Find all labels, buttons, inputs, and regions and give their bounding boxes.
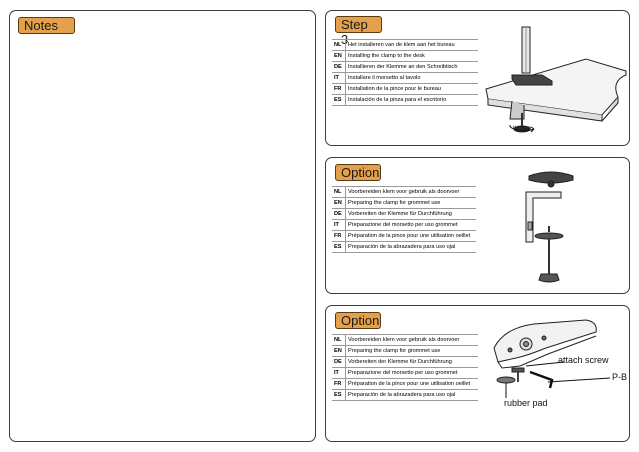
language-row: [332, 95, 478, 106]
language-row: [332, 51, 478, 62]
option2-language-table: [332, 334, 478, 401]
language-text: Preparazione del morsetto per uso grommet: [346, 220, 477, 231]
language-row: [332, 390, 478, 401]
language-code: DE: [332, 209, 346, 220]
language-text: Installation de la pince pour le bureau: [346, 84, 479, 95]
language-text: Préparation de la pince pour une utilisation oeillet: [346, 379, 479, 390]
language-code: FR: [332, 231, 346, 242]
language-text: Preparación de la abrazadera para uso ojal: [346, 242, 477, 253]
attach-screw-label: attach screw: [558, 355, 609, 365]
language-code: NL: [332, 40, 346, 51]
language-text: Voorbereiden klem voor gebruik als doorvoer: [346, 187, 477, 198]
option2-tag: Option: [335, 312, 381, 329]
language-row: [332, 231, 476, 242]
language-code: NL: [332, 335, 346, 346]
language-text: Vorbereiten der Klemme für Durchführung: [346, 209, 477, 220]
language-row: [332, 198, 476, 209]
rubber-pad-shape: [497, 377, 515, 383]
language-code: EN: [332, 51, 346, 62]
language-code: NL: [332, 187, 346, 198]
step3-panel: [325, 10, 630, 146]
option1-tag: Option: [335, 164, 381, 181]
language-row: [332, 379, 478, 390]
language-row: [332, 242, 476, 253]
grommet-knob: [539, 274, 559, 282]
language-code: IT: [332, 368, 346, 379]
language-row: [332, 368, 478, 379]
language-text: Preparación de la abrazadera para uso ojal: [346, 390, 479, 401]
language-code: ES: [332, 242, 346, 253]
language-code: IT: [332, 73, 346, 84]
language-code: EN: [332, 198, 346, 209]
language-text: Instalación de la pinza para el escritorio: [346, 95, 479, 106]
option2-panel: [325, 305, 630, 442]
option1-language-table: [332, 186, 476, 253]
language-text: Voorbereiden klem voor gebruik als doorvoer: [346, 335, 479, 346]
language-code: ES: [332, 95, 346, 106]
grommet-parts-illustration: [511, 166, 591, 291]
language-text: Preparazione del morsetto per uso grommet: [346, 368, 479, 379]
language-row: [332, 40, 478, 51]
language-text: Preparing the clamp for grommet use: [346, 198, 477, 209]
language-code: FR: [332, 379, 346, 390]
language-code: IT: [332, 220, 346, 231]
step3-language-table: [332, 39, 478, 106]
desk-clamp-illustration: [476, 19, 631, 147]
attach-screw: [512, 368, 524, 372]
notes-tag: Notes: [18, 17, 75, 34]
language-row: [332, 84, 478, 95]
language-row: [332, 62, 478, 73]
step3-tag: Step 3: [335, 16, 382, 33]
language-code: ES: [332, 390, 346, 401]
language-row: [332, 357, 478, 368]
language-text: Installieren der Klemme an den Schreibtisch: [346, 62, 479, 73]
language-code: FR: [332, 84, 346, 95]
language-row: [332, 209, 476, 220]
language-row: [332, 346, 478, 357]
grommet-plate: [535, 233, 563, 239]
language-text: Installare il morsetto al tavolo: [346, 73, 479, 84]
language-row: [332, 335, 478, 346]
notes-panel: [9, 10, 316, 442]
language-text: Vorbereiten der Klemme für Durchführung: [346, 357, 479, 368]
pb-label: P-B: [612, 372, 628, 382]
option1-panel: [325, 157, 630, 294]
tighten-label: tighten: [513, 126, 532, 132]
language-code: EN: [332, 346, 346, 357]
language-row: [332, 73, 478, 84]
language-row: [332, 220, 476, 231]
language-code: DE: [332, 62, 346, 73]
hex-key: [530, 372, 552, 388]
language-row: [332, 187, 476, 198]
language-text: Préparation de la pince pour une utilisation oeillet: [346, 231, 477, 242]
language-text: Het installeren van de klem aan het bureau: [346, 40, 479, 51]
rubber-pad-label: rubber pad: [504, 398, 548, 408]
language-text: Installing the clamp to the desk: [346, 51, 479, 62]
language-text: Preparing the clamp for grommet use: [346, 346, 479, 357]
language-code: DE: [332, 357, 346, 368]
